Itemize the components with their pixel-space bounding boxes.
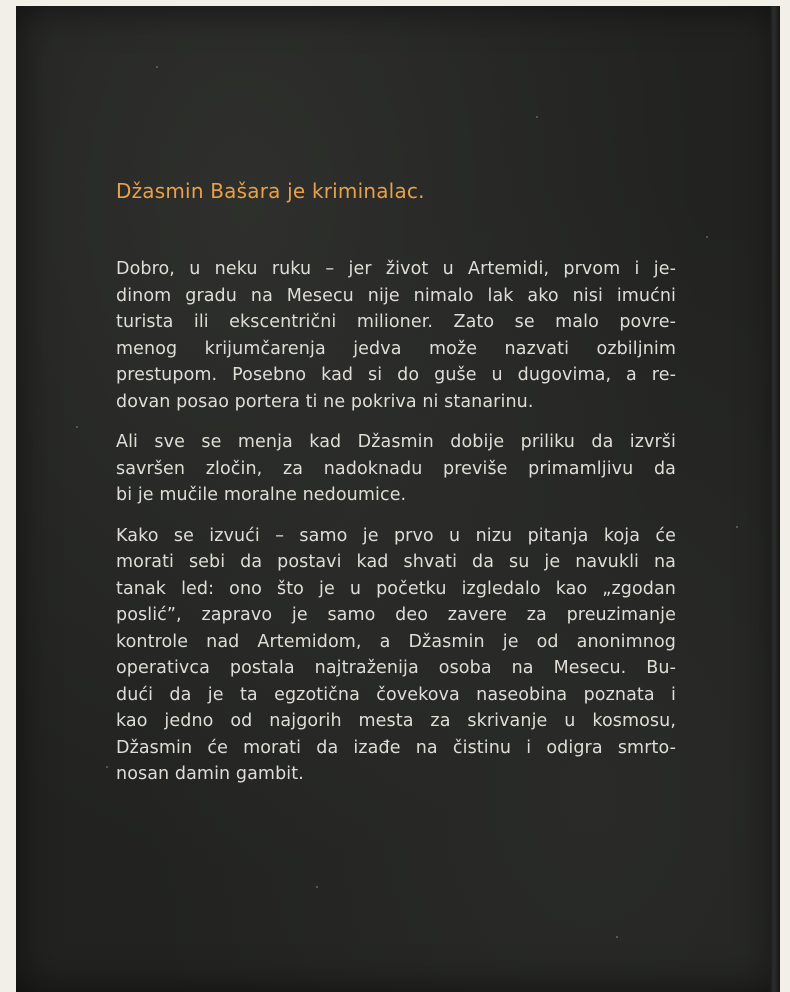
text-line: Kako se izvući – samo je prvo u nizu pitanja koja će xyxy=(116,525,676,546)
text-line: bi je mučile moralne nedoumice. xyxy=(116,485,407,505)
dust-speck xyxy=(316,886,318,888)
dust-speck xyxy=(706,236,708,238)
text-line: kontrole nad Artemidom, a Džasmin je od anonimnog xyxy=(116,631,676,652)
text-line: poslić”, zapravo je samo deo zavere za preuzimanje xyxy=(116,605,676,625)
dust-speck xyxy=(106,766,108,768)
text-line: prestupom. Posebno kad si do guše u dugovima, a re- xyxy=(116,365,676,385)
text-line: Dobro, u neku ruku – jer život u Artemidi, prvom i je- xyxy=(116,259,676,279)
text-line: dinom gradu na Mesecu nije nimalo lak ako nisi imućni xyxy=(116,285,676,306)
dust-speck xyxy=(76,426,78,428)
blurb-paragraph-3 xyxy=(116,523,676,788)
dust-speck xyxy=(536,116,538,118)
cover-edge xyxy=(770,6,780,992)
dust-speck xyxy=(156,66,158,68)
text-line: menog krijumčarenja jedva može nazvati ozbiljnim xyxy=(116,338,676,359)
dust-speck xyxy=(736,526,738,528)
text-line: turista ili ekscentrični milioner. Zato se malo povre- xyxy=(116,312,676,332)
tagline: Džasmin Bašara je kriminalac. xyxy=(116,179,425,203)
text-line: Džasmin će morati da izađe na čistinu i odigra smrto- xyxy=(116,737,676,758)
blurb-paragraph-1 xyxy=(116,256,676,415)
text-line: Ali sve se menja kad Džasmin dobije priliku da izvrši xyxy=(116,432,676,452)
text-line: tanak led: ono što je u početku izgledalo kao „zgodan xyxy=(116,578,676,599)
text-line: nosan damin gambit. xyxy=(116,764,304,784)
text-line: dovan posao portera ti ne pokriva ni stanarinu. xyxy=(116,391,534,412)
text-line: dući da je ta egzotična čovekova naseobina poznata i xyxy=(116,684,676,705)
dust-speck xyxy=(616,936,618,938)
text-line: savršen zločin, za nadoknadu previše primamljivu da xyxy=(116,458,676,479)
blurb-paragraph-2 xyxy=(116,429,676,509)
blurb xyxy=(116,178,676,802)
text-line: morati sebi da postavi kad shvati da su je navukli na xyxy=(116,552,676,572)
text-line: operativca postala najtraženija osoba na Mesecu. Bu- xyxy=(116,658,676,678)
text-line: kao jedno od najgorih mesta za skrivanje u kosmosu, xyxy=(116,711,676,731)
